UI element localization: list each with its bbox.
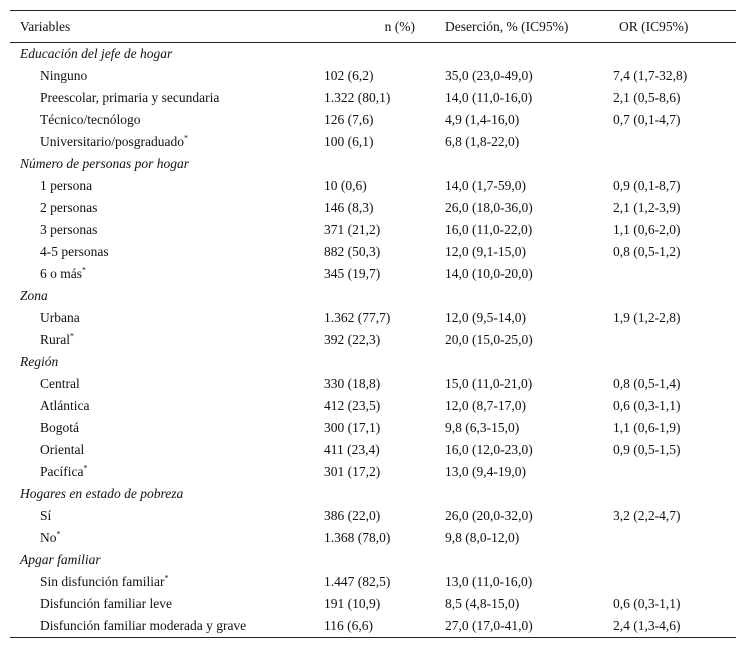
- n-cell: 1.322 (80,1): [324, 90, 391, 105]
- variable-label: Urbana: [40, 310, 80, 325]
- n-cell: 1.362 (77,7): [324, 310, 391, 325]
- table-row: [10, 329, 736, 351]
- variable-cell: [10, 219, 314, 241]
- or-cell: 1,1 (0,6-2,0): [613, 222, 681, 237]
- or-cell: [603, 461, 736, 483]
- variable-label: Preescolar, primaria y secundaria: [40, 90, 220, 105]
- n-cell: 412 (23,5): [324, 398, 381, 413]
- table-row: [10, 197, 736, 219]
- variable-label: Bogotá: [40, 420, 79, 435]
- variable-label: 6 o más: [40, 266, 82, 281]
- table-row: [10, 131, 736, 153]
- header-n: n (%): [314, 11, 435, 43]
- n-cell: 146 (8,3): [324, 200, 374, 215]
- n-cell: 392 (22,3): [324, 332, 381, 347]
- n-cell: 882 (50,3): [324, 244, 381, 259]
- table-row: [10, 417, 736, 439]
- reference-marker: *: [82, 265, 86, 275]
- variable-cell: [10, 241, 314, 263]
- or-cell: [603, 329, 736, 351]
- or-cell: [603, 131, 736, 153]
- variable-label: No: [40, 530, 57, 545]
- table-row: [10, 263, 736, 285]
- desercion-cell: 9,8 (6,3-15,0): [445, 420, 520, 435]
- table-row: [10, 439, 736, 461]
- desercion-cell: 8,5 (4,8-15,0): [445, 596, 520, 611]
- variable-label: Ninguno: [40, 68, 88, 83]
- or-cell: 3,2 (2,2-4,7): [613, 508, 681, 523]
- desercion-cell: 26,0 (18,0-36,0): [445, 200, 533, 215]
- table-row: [10, 505, 736, 527]
- or-cell: 0,7 (0,1-4,7): [613, 112, 681, 127]
- variable-label: Disfunción familiar leve: [40, 596, 172, 611]
- section-title: Apgar familiar: [20, 552, 101, 567]
- section-title: Zona: [20, 288, 48, 303]
- or-cell: 0,8 (0,5-1,2): [613, 244, 681, 259]
- n-cell: 411 (23,4): [324, 442, 380, 457]
- or-cell: 0,6 (0,3-1,1): [613, 596, 681, 611]
- n-cell: 116 (6,6): [324, 618, 373, 633]
- variable-cell: [10, 175, 314, 197]
- or-cell: 7,4 (1,7-32,8): [613, 68, 688, 83]
- or-cell: 2,1 (0,5-8,6): [613, 90, 681, 105]
- desercion-cell: 20,0 (15,0-25,0): [445, 332, 533, 347]
- variable-cell: [10, 373, 314, 395]
- or-cell: 1,1 (0,6-1,9): [613, 420, 681, 435]
- desercion-cell: 26,0 (20,0-32,0): [445, 508, 533, 523]
- reference-marker: *: [56, 529, 61, 539]
- variable-label: Universitario/posgraduado: [40, 134, 184, 149]
- variable-cell: [10, 527, 314, 549]
- section-title: Número de personas por hogar: [20, 156, 190, 171]
- variable-label: 1 persona: [40, 178, 93, 193]
- table-row: [10, 461, 736, 483]
- section-row: [10, 351, 736, 373]
- table-row: [10, 241, 736, 263]
- desercion-cell: 12,0 (8,7-17,0): [445, 398, 526, 413]
- n-cell: 300 (17,1): [324, 420, 381, 435]
- n-cell: 100 (6,1): [324, 134, 374, 149]
- variable-label: Pacífica: [40, 464, 84, 479]
- variable-cell: [10, 131, 314, 153]
- section-title: Región: [20, 354, 59, 369]
- variable-cell: [10, 87, 314, 109]
- section-row: [10, 483, 736, 505]
- desercion-cell: 35,0 (23,0-49,0): [445, 68, 533, 83]
- reference-marker: *: [70, 331, 74, 341]
- or-cell: [603, 263, 736, 285]
- header-desercion: Deserción, % (IC95%): [435, 11, 603, 43]
- desercion-cell: 27,0 (17,0-41,0): [445, 618, 533, 633]
- variable-label: 4-5 personas: [40, 244, 109, 259]
- variable-cell: [10, 197, 314, 219]
- n-cell: 1.368 (78,0): [324, 530, 391, 545]
- table-row: [10, 615, 736, 638]
- n-cell: 126 (7,6): [324, 112, 374, 127]
- table-body: [10, 43, 736, 638]
- reference-marker: *: [164, 573, 169, 583]
- variable-cell: [10, 615, 314, 638]
- table-row: [10, 593, 736, 615]
- variable-label: 3 personas: [40, 222, 98, 237]
- table-row: [10, 373, 736, 395]
- n-cell: 301 (17,2): [324, 464, 381, 479]
- variable-label: Atlántica: [40, 398, 90, 413]
- or-cell: 1,9 (1,2-2,8): [613, 310, 681, 325]
- desercion-cell: 16,0 (11,0-22,0): [445, 222, 533, 237]
- table-row: [10, 175, 736, 197]
- n-cell: 1.447 (82,5): [324, 574, 391, 589]
- desercion-cell: 6,8 (1,8-22,0): [445, 134, 520, 149]
- desercion-cell: 4,9 (1,4-16,0): [445, 112, 520, 127]
- or-cell: [603, 527, 736, 549]
- or-cell: 0,8 (0,5-1,4): [613, 376, 681, 391]
- n-cell: 102 (6,2): [324, 68, 374, 83]
- variable-cell: [10, 109, 314, 131]
- variable-cell: [10, 329, 314, 351]
- table-row: [10, 219, 736, 241]
- variable-label: Sin disfunción familiar: [40, 574, 165, 589]
- variable-cell: [10, 439, 314, 461]
- data-table: [10, 10, 736, 638]
- variable-cell: [10, 65, 314, 87]
- table-row: [10, 109, 736, 131]
- desercion-cell: 13,0 (11,0-16,0): [445, 574, 533, 589]
- section-row: [10, 43, 736, 66]
- variable-label: Técnico/tecnólogo: [40, 112, 141, 127]
- section-title: Hogares en estado de pobreza: [20, 486, 184, 501]
- variable-cell: [10, 461, 314, 483]
- variable-cell: [10, 307, 314, 329]
- header-or: OR (IC95%): [603, 11, 736, 43]
- n-cell: 330 (18,8): [324, 376, 381, 391]
- desercion-cell: 14,0 (10,0-20,0): [445, 266, 533, 281]
- or-cell: [603, 571, 736, 593]
- table-row: [10, 527, 736, 549]
- desercion-cell: 14,0 (11,0-16,0): [445, 90, 533, 105]
- table-row: [10, 307, 736, 329]
- table-row: [10, 87, 736, 109]
- n-cell: 386 (22,0): [324, 508, 381, 523]
- n-cell: 191 (10,9): [324, 596, 381, 611]
- variable-label: Disfunción familiar moderada y grave: [40, 618, 247, 633]
- n-cell: 371 (21,2): [324, 222, 381, 237]
- variable-cell: [10, 571, 314, 593]
- variable-cell: [10, 395, 314, 417]
- or-cell: 2,4 (1,3-4,6): [613, 618, 681, 633]
- or-cell: 0,9 (0,1-8,7): [613, 178, 681, 193]
- section-row: [10, 285, 736, 307]
- or-cell: 0,9 (0,5-1,5): [613, 442, 681, 457]
- desercion-cell: 13,0 (9,4-19,0): [445, 464, 526, 479]
- variable-label: Central: [40, 376, 80, 391]
- desercion-cell: 14,0 (1,7-59,0): [445, 178, 526, 193]
- table-row: [10, 395, 736, 417]
- table-row: [10, 65, 736, 87]
- header-row: [10, 11, 736, 43]
- variable-cell: [10, 417, 314, 439]
- variable-label: Oriental: [40, 442, 85, 457]
- or-cell: 0,6 (0,3-1,1): [613, 398, 681, 413]
- variable-cell: [10, 263, 314, 285]
- desercion-cell: 15,0 (11,0-21,0): [445, 376, 533, 391]
- section-row: [10, 549, 736, 571]
- desercion-cell: 12,0 (9,1-15,0): [445, 244, 526, 259]
- or-cell: 2,1 (1,2-3,9): [613, 200, 681, 215]
- variable-label: Rural: [40, 332, 70, 347]
- variable-cell: [10, 593, 314, 615]
- section-row: [10, 153, 736, 175]
- desercion-cell: 12,0 (9,5-14,0): [445, 310, 526, 325]
- n-cell: 10 (0,6): [324, 178, 367, 193]
- desercion-cell: 9,8 (8,0-12,0): [445, 530, 520, 545]
- table-row: [10, 571, 736, 593]
- n-cell: 345 (19,7): [324, 266, 381, 281]
- variable-cell: [10, 505, 314, 527]
- reference-marker: *: [183, 133, 188, 143]
- variable-label: Sí: [40, 508, 52, 523]
- desercion-cell: 16,0 (12,0-23,0): [445, 442, 533, 457]
- reference-marker: *: [83, 463, 88, 473]
- header-variables: Variables: [10, 11, 314, 43]
- variable-label: 2 personas: [40, 200, 98, 215]
- section-title: Educación del jefe de hogar: [20, 46, 173, 61]
